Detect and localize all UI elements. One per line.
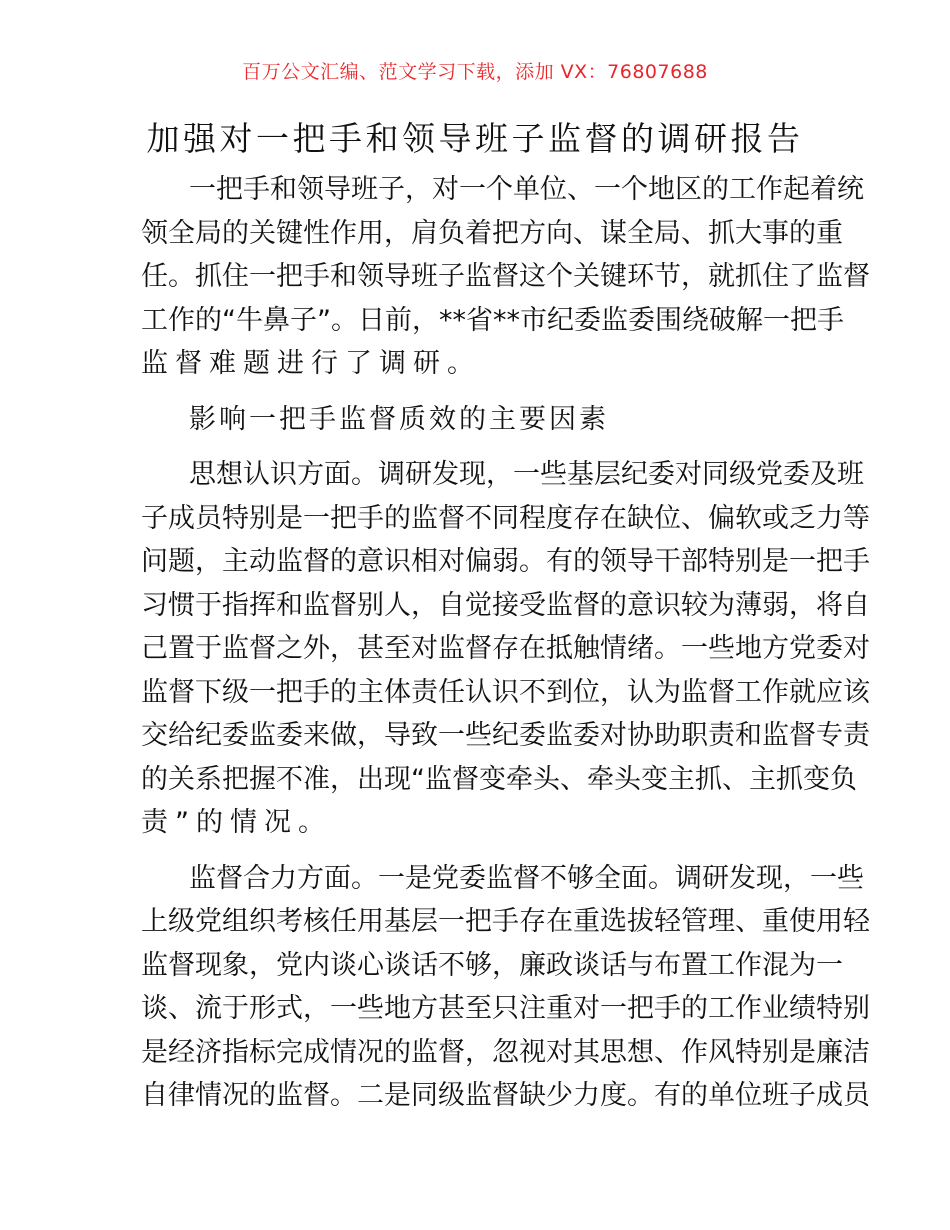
text-line: 领全局的关键性作用，肩负着把方向、谋全局、抓大事的重 [141,217,843,249]
text-line: 监督难题进行了调研。 [141,348,481,379]
document-title: 加强对一把手和领导班子监督的调研报告 [146,119,804,158]
text-line: 是经济指标完成情况的监督，忽视对其思想、作风特别是廉洁 [141,1036,870,1068]
text-line: 思想认识方面。调研发现，一些基层纪委对同级党委及班 [189,459,864,490]
text-line: 责”的情况。 [141,807,332,838]
text-line: 己置于监督之外，甚至对监督存在抵触情绪。一些地方党委对 [141,633,870,664]
paragraph-intro [141,168,870,386]
text-line: 习惯于指挥和监督别人，自觉接受监督的意识较为薄弱，将自 [141,589,870,621]
text-line: 的关系把握不准，出现“监督变牵头、牵头变主抓、主抓变负 [141,763,857,795]
paragraph-thinking [141,453,870,845]
text-line: 一把手和领导班子，对一个单位、一个地区的工作起着统 [189,174,864,205]
watermark-banner: 百万公文汇编、范文学习下载，添加 VX：76807688 [242,61,708,83]
text-line: 问题，主动监督的意识相对偏弱。有的领导干部特别是一把手 [141,546,870,577]
paragraph-supervision [141,857,870,1118]
text-line: 自律情况的监督。二是同级监督缺少力度。有的单位班子成员 [141,1080,870,1111]
document-body [141,168,870,1130]
text-line: 工作的“牛鼻子”。日前，**省**市纪委监委围绕破解一把手 [141,304,844,336]
text-line: 子成员特别是一把手的监督不同程度存在缺位、偏软或乏力等 [141,502,870,534]
text-line: 交给纪委监委来做，导致一些纪委监委对协助职责和监督专责 [141,720,870,751]
section-heading [141,398,810,442]
text-line: 任。抓住一把手和领导班子监督这个关键环节，就抓住了监督 [141,261,870,292]
section-heading-text: 影响一把手监督质效的主要因素 [189,403,609,435]
text-line: 上级党组织考核任用基层一把手存在重选拔轻管理、重使用轻 [141,906,870,937]
text-line: 监督现象，党内谈心谈话不够，廉政谈话与布置工作混为一 [141,949,843,981]
text-line: 谈、流于形式，一些地方甚至只注重对一把手的工作业绩特别 [141,993,870,1024]
text-line: 监督合力方面。一是党委监督不够全面。调研发现，一些 [189,862,864,894]
text-line: 监督下级一把手的主体责任认识不到位，认为监督工作就应该 [141,676,870,708]
